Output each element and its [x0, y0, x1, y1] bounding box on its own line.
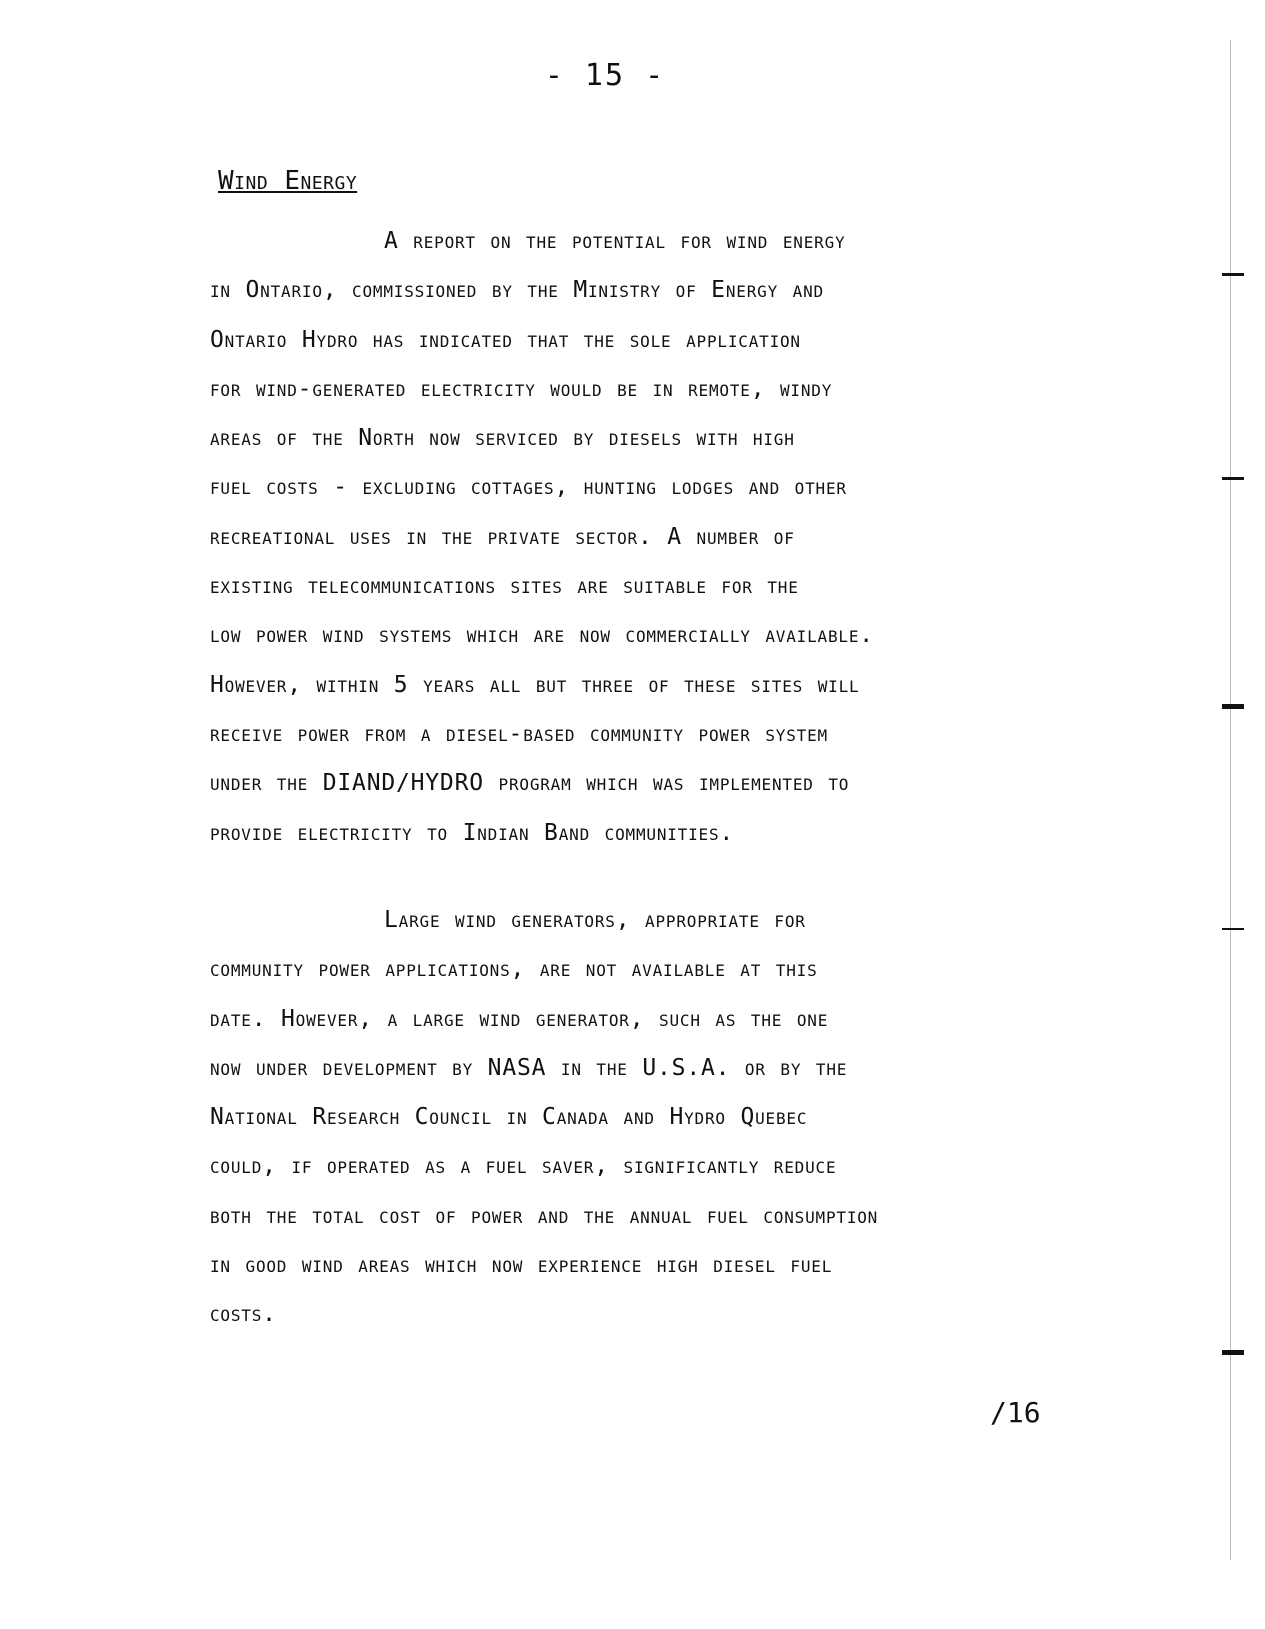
margin-mark	[1222, 477, 1244, 480]
paragraph-line: Ontario Hydro has indicated that the sole application	[210, 326, 801, 353]
paragraph-line: existing telecommunications sites are suitable for the	[210, 573, 799, 600]
paragraph-line: low power wind systems which are now commercially available.	[210, 622, 874, 649]
paragraph-line: fuel costs - excluding cottages, hunting lodges and other	[210, 474, 847, 501]
paragraph-line: date. However, a large wind generator, such as the one	[210, 1005, 829, 1032]
paragraph-line: costs.	[210, 1301, 277, 1328]
paragraph-line: A report on the potential for wind energy	[384, 228, 846, 254]
next-page-marker: /16	[990, 1396, 1041, 1429]
paragraph-line: areas of the North now serviced by diesels with high	[210, 425, 795, 452]
paragraph-line: in Ontario, commissioned by the Ministry of Energy and	[210, 277, 824, 304]
paragraph-line: provide electricity to Indian Band communities.	[210, 819, 735, 846]
margin-mark	[1222, 928, 1244, 930]
margin-mark	[1222, 704, 1244, 709]
margin-rule	[1230, 40, 1231, 1560]
paragraph-2	[210, 896, 1110, 1340]
paragraph-line: for wind-generated electricity would be in remote, windy	[210, 375, 833, 402]
page-number: - 15 -	[544, 58, 666, 93]
paragraph-line: could, if operated as a fuel saver, significantly reduce	[210, 1153, 837, 1180]
paragraph-line: in good wind areas which now experience high diesel fuel	[210, 1252, 833, 1279]
section-heading: Wind Energy	[218, 166, 358, 196]
paragraph-line: receive power from a diesel-based community power system	[210, 720, 828, 747]
paragraph-line: Large wind generators, appropriate for	[384, 907, 806, 933]
paragraph-line: However, within 5 years all but three of these sites will	[210, 671, 860, 698]
paragraph-line: National Research Council in Canada and Hydro Quebec	[210, 1104, 808, 1131]
paragraph-1	[210, 217, 1110, 858]
margin-mark	[1222, 273, 1244, 276]
paragraph-line: under the DIAND/HYDRO program which was implemented to	[210, 770, 850, 797]
paragraph-line: community power applications, are not available at this	[210, 956, 818, 983]
paragraph-line: both the total cost of power and the annual fuel consumption	[210, 1202, 879, 1229]
margin-mark	[1222, 1350, 1244, 1355]
paragraph-line: recreational uses in the private sector. A number of	[210, 523, 795, 550]
paragraph-line: now under development by NASA in the U.S.A. or by the	[210, 1054, 848, 1081]
